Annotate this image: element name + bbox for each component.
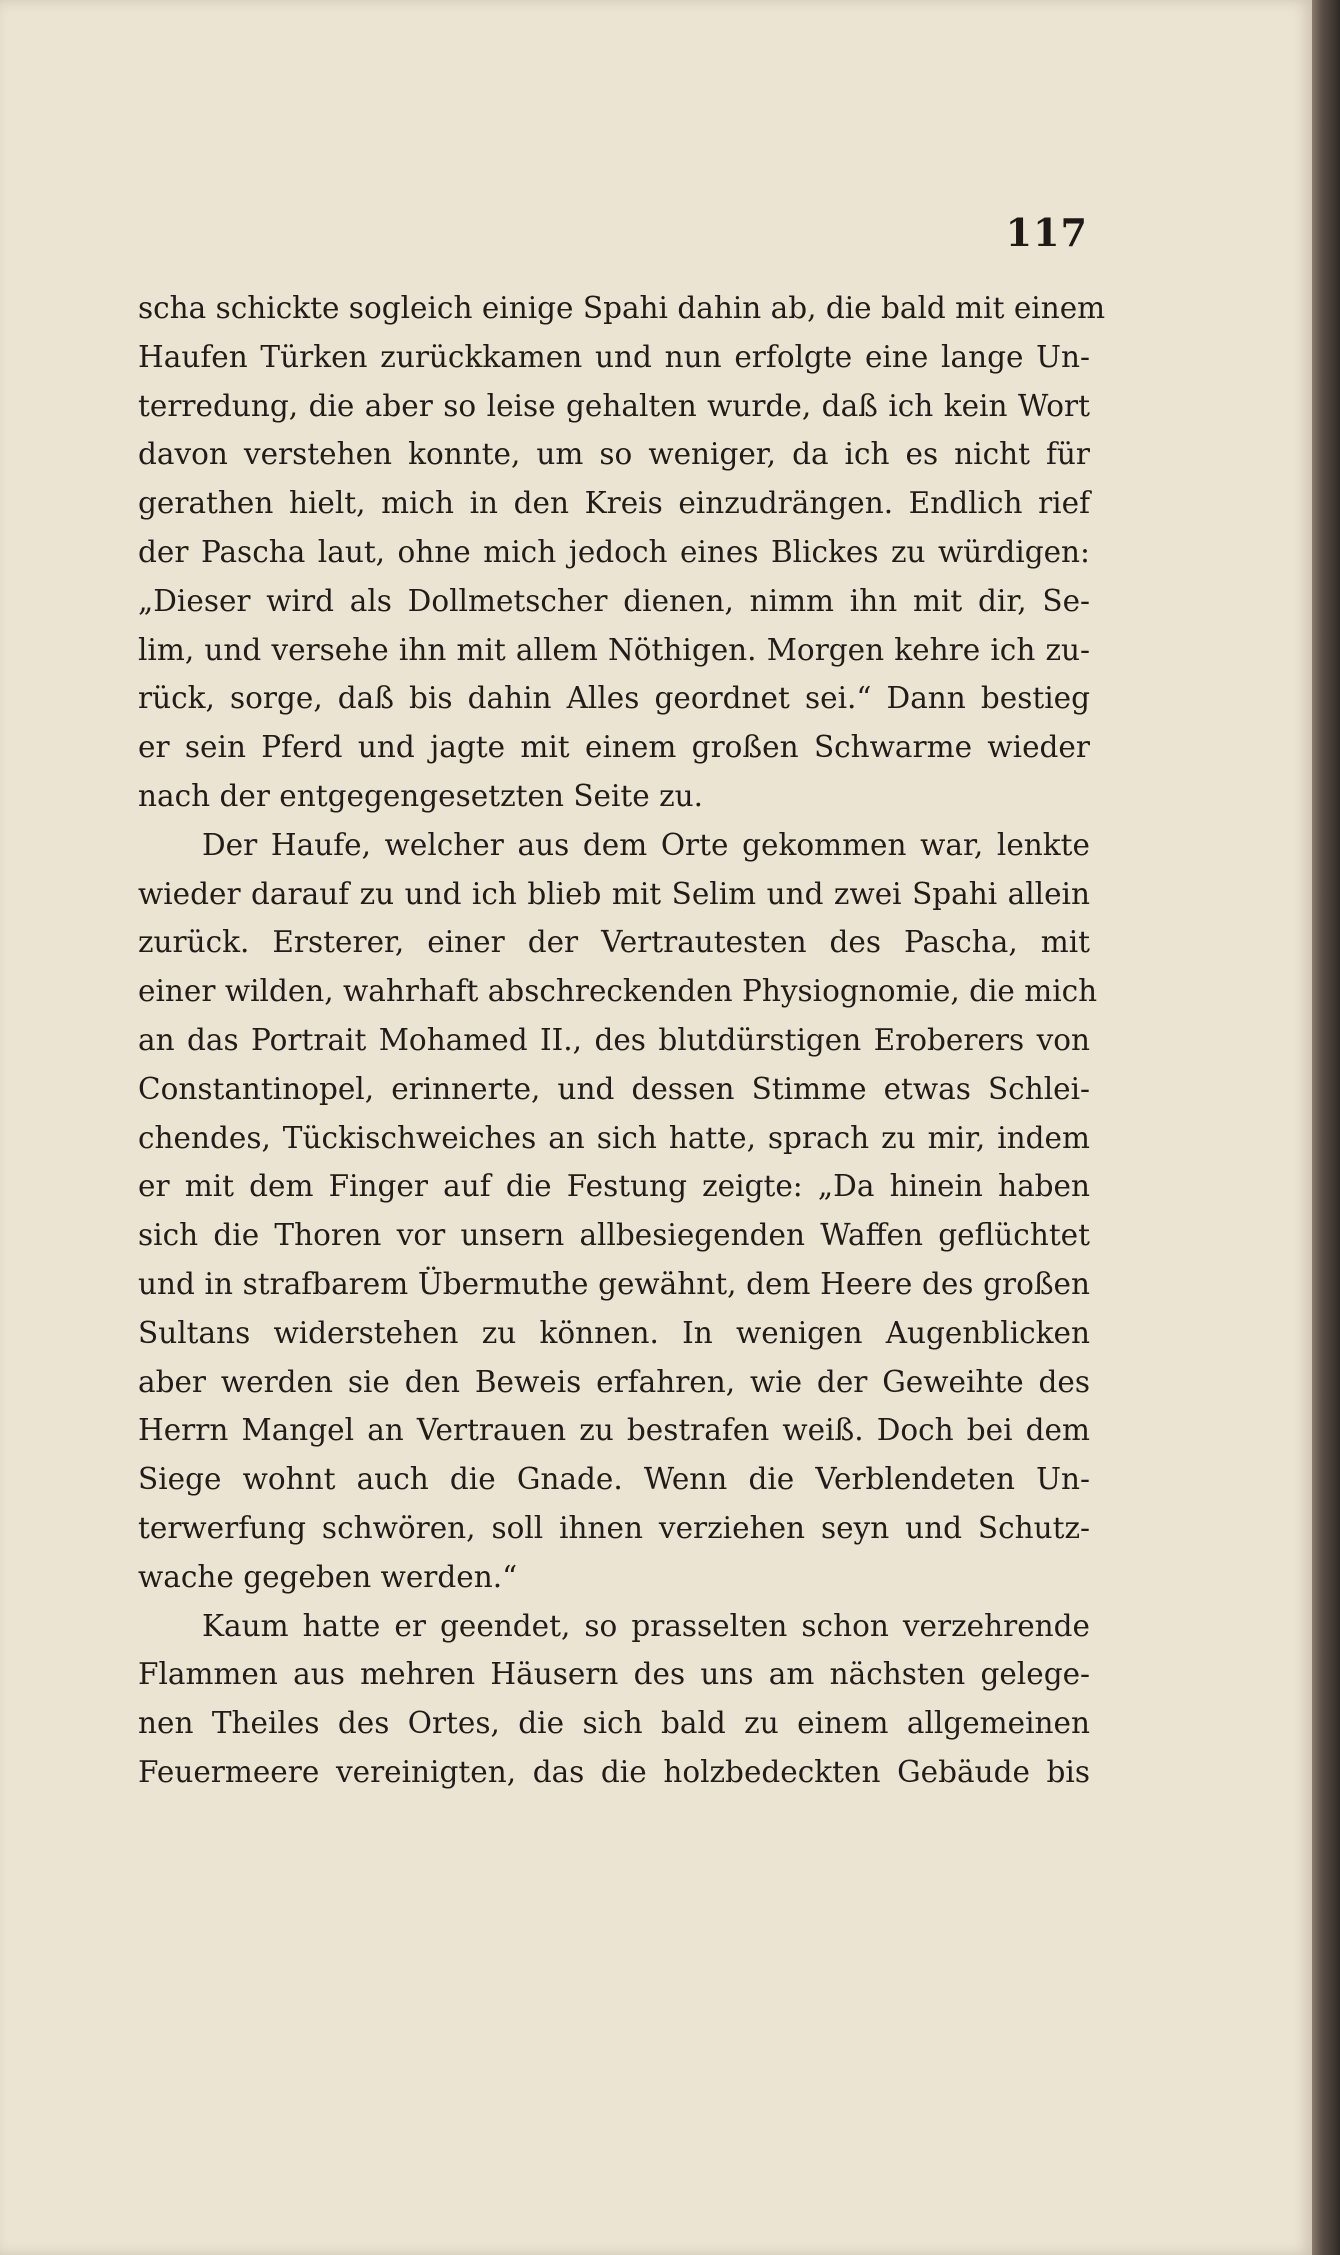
text-line: Feuermeere vereinigten, das die holzbedeckten Gebäude bis — [138, 1754, 1090, 1789]
text-line: Sultans widerstehen zu können. In wenigen Augenblicken — [138, 1315, 1090, 1350]
text-line: Flammen aus mehren Häusern des uns am nächsten gelege- — [138, 1657, 1090, 1692]
text-line: gerathen hielt, mich in den Kreis einzudrängen. Endlich rief — [138, 486, 1090, 521]
text-line: terredung, die aber so leise gehalten wurde, daß ich kein Wort — [138, 388, 1090, 423]
text-line: Siege wohnt auch die Gnade. Wenn die Verblendeten Un- — [138, 1462, 1090, 1497]
text-line: einer wilden, wahrhaft abschreckenden Physiognomie, die mich — [138, 974, 1098, 1009]
text-line: nach der entgegengesetzten Seite zu. — [138, 778, 704, 813]
text-line: Haufen Türken zurückkamen und nun erfolgte eine lange Un- — [138, 339, 1090, 374]
text-line: chendes, Tückischweiches an sich hatte, sprach zu mir, indem — [138, 1120, 1090, 1155]
text-line: sich die Thoren vor unsern allbesiegenden Waffen geflüchtet — [138, 1218, 1090, 1253]
text-line: aber werden sie den Beweis erfahren, wie der Geweihte des — [138, 1364, 1090, 1399]
text-line: Constantinopel, erinnerte, und dessen Stimme etwas Schlei- — [138, 1071, 1090, 1106]
text-line: wache gegeben werden.“ — [138, 1559, 518, 1594]
text-line: scha schickte sogleich einige Spahi dahin ab, die bald mit einem — [138, 291, 1106, 325]
text-line: „Dieser wird als Dollmetscher dienen, nimm ihn mit dir, Se- — [138, 583, 1090, 618]
page-number: 117 — [1005, 210, 1088, 255]
body-text — [138, 284, 1106, 1797]
text-line: zurück. Ersterer, einer der Vertrautesten des Pascha, mit — [138, 925, 1090, 960]
text-line: er mit dem Finger auf die Festung zeigte: „Da hinein haben — [138, 1169, 1090, 1204]
text-line: lim, und versehe ihn mit allem Nöthigen. Morgen kehre ich zu- — [138, 632, 1090, 667]
text-line: Der Haufe, welcher aus dem Orte gekommen war, lenkte — [202, 827, 1090, 862]
text-line: davon verstehen konnte, um so weniger, da ich es nicht für — [138, 437, 1090, 472]
text-line: rück, sorge, daß bis dahin Alles geordnet sei.“ Dann bestieg — [138, 681, 1090, 716]
book-edge — [1312, 0, 1340, 2255]
text-line: und in strafbarem Übermuthe gewähnt, dem Heere des großen — [138, 1266, 1090, 1301]
text-line: nen Theiles des Ortes, die sich bald zu einem allgemeinen — [138, 1706, 1090, 1741]
text-line: Kaum hatte er geendet, so prasselten schon verzehrende — [202, 1608, 1090, 1643]
text-line: terwerfung schwören, soll ihnen verziehen seyn und Schutz- — [138, 1510, 1090, 1545]
text-line: der Pascha laut, ohne mich jedoch eines Blickes zu würdigen: — [138, 534, 1090, 569]
text-line: er sein Pferd und jagte mit einem großen Schwarme wieder — [138, 730, 1090, 765]
text-line: wieder darauf zu und ich blieb mit Selim und zwei Spahi allein — [138, 876, 1090, 911]
text-line: Herrn Mangel an Vertrauen zu bestrafen weiß. Doch bei dem — [138, 1413, 1090, 1448]
text-line: an das Portrait Mohamed II., des blutdürstigen Eroberers von — [138, 1022, 1090, 1057]
